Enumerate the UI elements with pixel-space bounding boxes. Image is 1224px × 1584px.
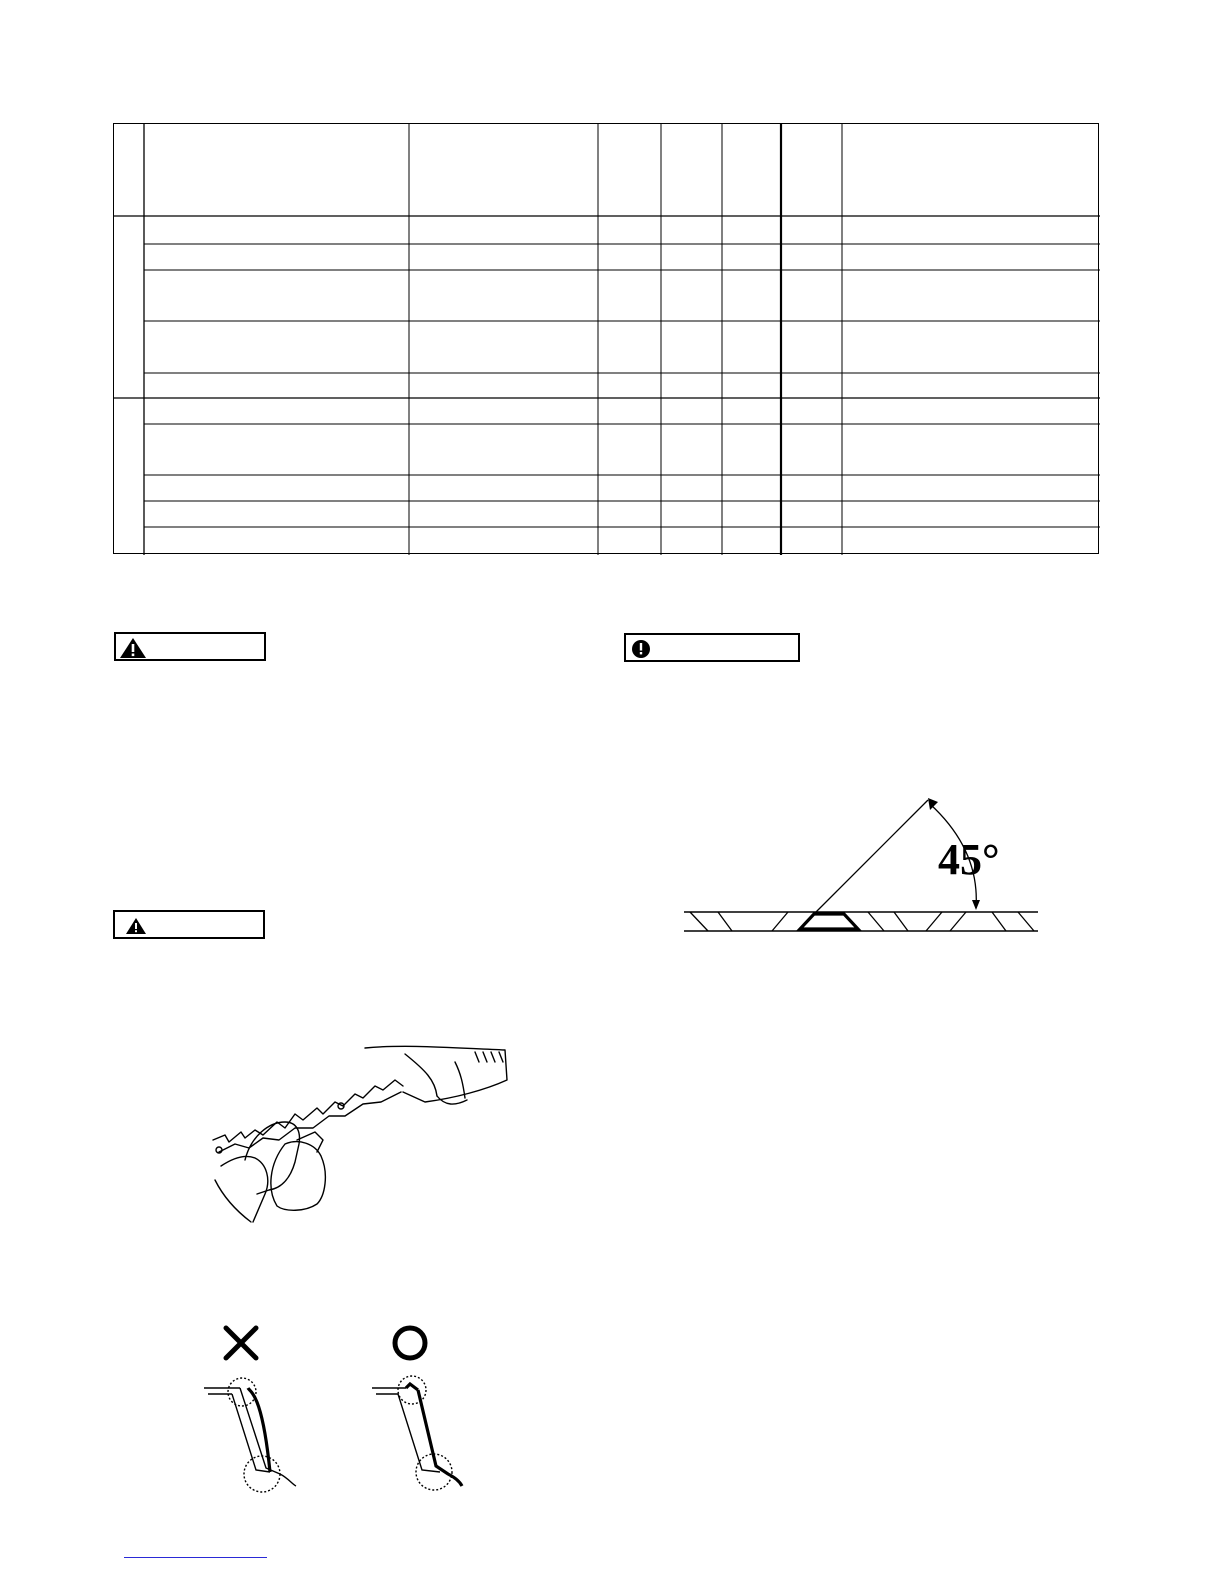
maintenance-table bbox=[113, 123, 1099, 554]
wrong-symbol-icon bbox=[226, 1328, 256, 1358]
edge-diagrams bbox=[200, 1322, 480, 1504]
bottom-link-underline bbox=[124, 1557, 267, 1558]
warning-label-2 bbox=[113, 910, 265, 939]
sharpening-angle-figure bbox=[680, 790, 1045, 940]
warning-label bbox=[114, 632, 266, 661]
angle-label: 45° bbox=[938, 835, 1000, 884]
exclamation-circle-icon bbox=[629, 638, 653, 660]
table-grid bbox=[114, 124, 1100, 555]
caution-label bbox=[624, 633, 800, 662]
edge-comparison-figure bbox=[200, 1322, 480, 1504]
warning-triangle-icon bbox=[118, 915, 150, 937]
correct-symbol-icon bbox=[395, 1328, 425, 1358]
oil-bottle-hand-icon bbox=[205, 1040, 510, 1230]
warning-triangle-icon bbox=[119, 637, 147, 659]
oiling-illustration bbox=[205, 1040, 510, 1230]
